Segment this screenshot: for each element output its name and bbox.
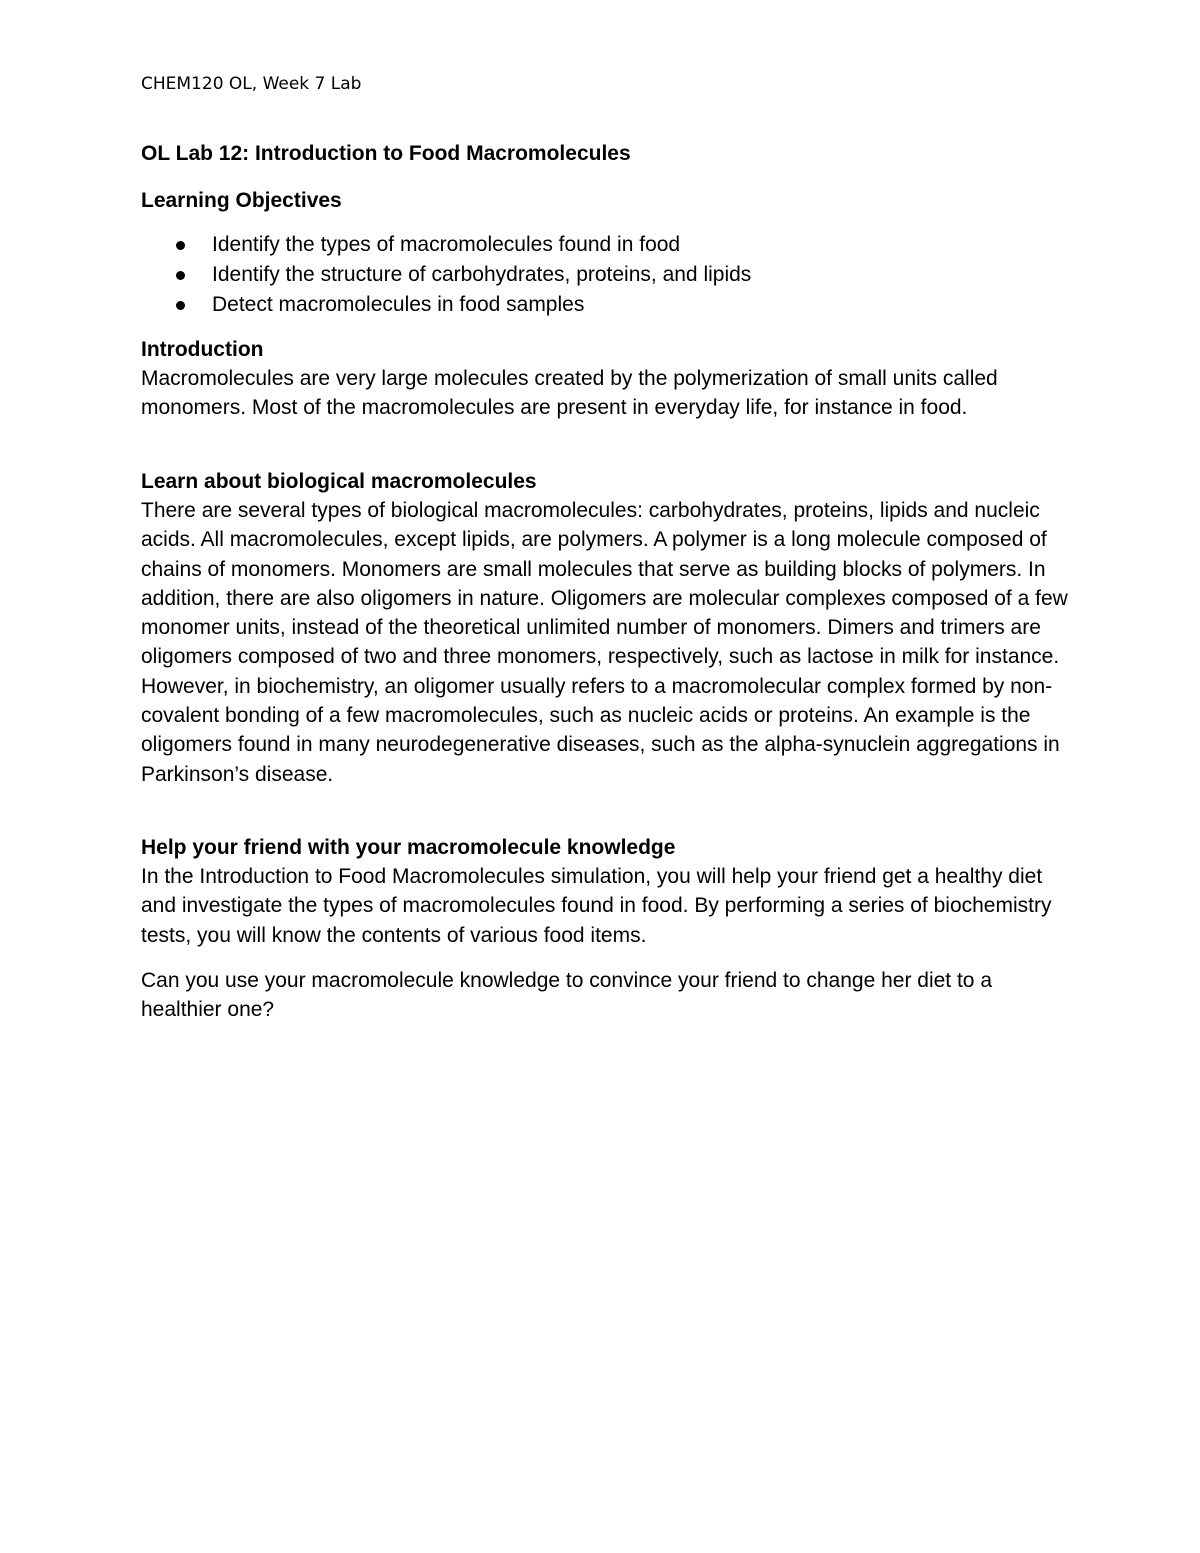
- objective-text: Identify the structure of carbohydrates, proteins, and lipids: [212, 263, 752, 286]
- help-friend-section: [141, 833, 1071, 950]
- closing-question-section: [141, 966, 1071, 1025]
- help-friend-body: In the Introduction to Food Macromolecules simulation, you will help your friend get a healthy diet and investigate the types of macromolecules found in food. By performing a series of biochemistry tests, you will know the contents of various food items.: [141, 865, 1052, 947]
- list-item: [141, 230, 751, 260]
- objective-text: Detect macromolecules in food samples: [212, 293, 585, 316]
- bullet-icon: [176, 301, 185, 310]
- introduction-body: Macromolecules are very large molecules created by the polymerization of small units called monomers. Most of the macromolecules are present in everyday life, for instance in food.: [141, 367, 998, 420]
- introduction-section: [141, 335, 1071, 423]
- bullet-icon: [176, 271, 185, 280]
- learning-objectives-list: [141, 230, 751, 320]
- learn-about-body: There are several types of biological macromolecules: carbohydrates, proteins, lipids and nucleic acids. All macromolecules, except lipids, are polymers. A polymer is a long molecule composed of chains of monomers. Monomers are small molecules that serve as building blocks of polymers. In addition, there are also oligomers in nature. Oligomers are molecular complexes composed of a few monomer units, instead of the theoretical unlimited number of monomers. Dimers and trimers are oligomers composed of two and three monomers, respectively, such as lactose in milk for instance. However, in biochemistry, an oligomer usually refers to a macromolecular complex formed by non-covalent bonding of a few macromolecules, such as nucleic acids or proteins. An example is the oligomers found in many neurodegenerative diseases, such as the alpha-synuclein aggregations in Parkinson’s disease.: [141, 499, 1068, 786]
- introduction-heading: Introduction: [141, 338, 264, 361]
- course-header: CHEM120 OL, Week 7 Lab: [141, 74, 362, 94]
- bullet-icon: [176, 241, 185, 250]
- page-title: OL Lab 12: Introduction to Food Macromolecules: [141, 142, 631, 165]
- list-item: [141, 290, 751, 320]
- objective-text: Identify the types of macromolecules found in food: [212, 233, 681, 256]
- learn-about-heading: Learn about biological macromolecules: [141, 470, 537, 493]
- closing-question: Can you use your macromolecule knowledge to convince your friend to change her diet to a healthier one?: [141, 969, 992, 1022]
- learn-about-section: [141, 467, 1071, 789]
- learning-objectives-heading: Learning Objectives: [141, 189, 342, 212]
- list-item: [141, 260, 751, 290]
- help-friend-heading: Help your friend with your macromolecule knowledge: [141, 836, 676, 859]
